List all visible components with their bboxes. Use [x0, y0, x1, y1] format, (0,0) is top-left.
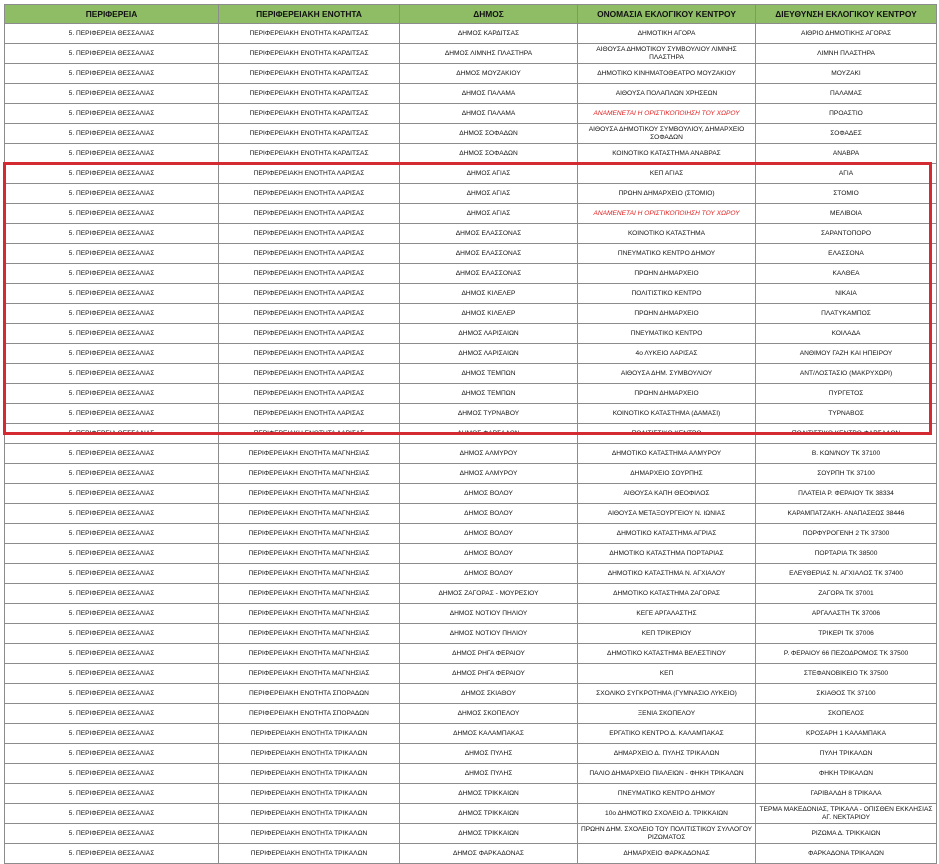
- cell-region: 5. ΠΕΡΙΦΕΡΕΙΑ ΘΕΣΣΑΛΙΑΣ: [5, 384, 219, 404]
- cell-municipality: ΔΗΜΟΣ ΣΚΟΠΕΛΟΥ: [400, 704, 578, 724]
- table-row: [5, 504, 937, 524]
- cell-region: 5. ΠΕΡΙΦΕΡΕΙΑ ΘΕΣΣΑΛΙΑΣ: [5, 704, 219, 724]
- cell-region: 5. ΠΕΡΙΦΕΡΕΙΑ ΘΕΣΣΑΛΙΑΣ: [5, 24, 219, 44]
- header-region: ΠΕΡΙΦΕΡΕΙΑ: [5, 5, 219, 24]
- cell-municipality: ΔΗΜΟΣ ΠΑΛΑΜΑ: [400, 104, 578, 124]
- cell-center-name: ΚΟΙΝΟΤΙΚΟ ΚΑΤΑΣΤΗΜΑ (ΔΑΜΑΣΙ): [578, 404, 756, 424]
- table-row: [5, 124, 937, 144]
- cell-municipality: ΔΗΜΟΣ ΕΛΑΣΣΟΝΑΣ: [400, 264, 578, 284]
- cell-municipality: ΔΗΜΟΣ ΒΟΛΟΥ: [400, 504, 578, 524]
- cell-municipality: ΔΗΜΟΣ ΦΑΡΣΑΛΩΝ: [400, 424, 578, 444]
- cell-regional-unit: ΠΕΡΙΦΕΡΕΙΑΚΗ ΕΝΟΤΗΤΑ ΚΑΡΔΙΤΣΑΣ: [219, 124, 400, 144]
- cell-regional-unit: ΠΕΡΙΦΕΡΕΙΑΚΗ ΕΝΟΤΗΤΑ ΜΑΓΝΗΣΙΑΣ: [219, 604, 400, 624]
- cell-regional-unit: ΠΕΡΙΦΕΡΕΙΑΚΗ ΕΝΟΤΗΤΑ ΤΡΙΚΑΛΩΝ: [219, 764, 400, 784]
- cell-region: 5. ΠΕΡΙΦΕΡΕΙΑ ΘΕΣΣΑΛΙΑΣ: [5, 224, 219, 244]
- cell-regional-unit: ΠΕΡΙΦΕΡΕΙΑΚΗ ΕΝΟΤΗΤΑ ΛΑΡΙΣΑΣ: [219, 284, 400, 304]
- cell-region: 5. ΠΕΡΙΦΕΡΕΙΑ ΘΕΣΣΑΛΙΑΣ: [5, 404, 219, 424]
- cell-municipality: ΔΗΜΟΣ ΦΑΡΚΑΔΟΝΑΣ: [400, 844, 578, 864]
- cell-regional-unit: ΠΕΡΙΦΕΡΕΙΑΚΗ ΕΝΟΤΗΤΑ ΛΑΡΙΣΑΣ: [219, 364, 400, 384]
- cell-regional-unit: ΠΕΡΙΦΕΡΕΙΑΚΗ ΕΝΟΤΗΤΑ ΜΑΓΝΗΣΙΑΣ: [219, 464, 400, 484]
- cell-municipality: ΔΗΜΟΣ ΕΛΑΣΣΟΝΑΣ: [400, 244, 578, 264]
- cell-center-name: ΞΕΝΙΑ ΣΚΟΠΕΛΟΥ: [578, 704, 756, 724]
- cell-regional-unit: ΠΕΡΙΦΕΡΕΙΑΚΗ ΕΝΟΤΗΤΑ ΛΑΡΙΣΑΣ: [219, 244, 400, 264]
- table-row: [5, 44, 937, 64]
- cell-municipality: ΔΗΜΟΣ ΚΑΡΔΙΤΣΑΣ: [400, 24, 578, 44]
- cell-regional-unit: ΠΕΡΙΦΕΡΕΙΑΚΗ ΕΝΟΤΗΤΑ ΛΑΡΙΣΑΣ: [219, 204, 400, 224]
- cell-center-name: ΚΕΠ ΑΓΙΑΣ: [578, 164, 756, 184]
- table-row: [5, 404, 937, 424]
- cell-center-address: ΣΤΕΦΑΝΟΒΙΚΕΙΟ ΤΚ 37500: [756, 664, 937, 684]
- cell-regional-unit: ΠΕΡΙΦΕΡΕΙΑΚΗ ΕΝΟΤΗΤΑ ΜΑΓΝΗΣΙΑΣ: [219, 644, 400, 664]
- table-row: [5, 224, 937, 244]
- cell-center-name: ΔΗΜΑΡΧΕΙΟ ΣΟΥΡΠΗΣ: [578, 464, 756, 484]
- cell-region: 5. ΠΕΡΙΦΕΡΕΙΑ ΘΕΣΣΑΛΙΑΣ: [5, 164, 219, 184]
- cell-region: 5. ΠΕΡΙΦΕΡΕΙΑ ΘΕΣΣΑΛΙΑΣ: [5, 244, 219, 264]
- cell-region: 5. ΠΕΡΙΦΕΡΕΙΑ ΘΕΣΣΑΛΙΑΣ: [5, 104, 219, 124]
- cell-municipality: ΔΗΜΟΣ ΝΟΤΙΟΥ ΠΗΛΙΟΥ: [400, 604, 578, 624]
- cell-center-name: ΑΝΑΜΕΝΕΤΑΙ Η ΟΡΙΣΤΙΚΟΠΟΙΗΣΗ ΤΟΥ ΧΩΡΟΥ: [578, 104, 756, 124]
- cell-regional-unit: ΠΕΡΙΦΕΡΕΙΑΚΗ ΕΝΟΤΗΤΑ ΛΑΡΙΣΑΣ: [219, 404, 400, 424]
- cell-region: 5. ΠΕΡΙΦΕΡΕΙΑ ΘΕΣΣΑΛΙΑΣ: [5, 204, 219, 224]
- election-centers-table: [4, 4, 937, 864]
- table-row: [5, 204, 937, 224]
- cell-center-name: ΔΗΜΟΤΙΚΟ ΚΑΤΑΣΤΗΜΑ ΠΟΡΤΑΡΙΑΣ: [578, 544, 756, 564]
- cell-municipality: ΔΗΜΟΣ ΒΟΛΟΥ: [400, 524, 578, 544]
- cell-center-address: ΣΑΡΑΝΤΟΠΟΡΟ: [756, 224, 937, 244]
- cell-municipality: ΔΗΜΟΣ ΠΥΛΗΣ: [400, 764, 578, 784]
- cell-center-address: ΠΑΛΑΜΑΣ: [756, 84, 937, 104]
- cell-region: 5. ΠΕΡΙΦΕΡΕΙΑ ΘΕΣΣΑΛΙΑΣ: [5, 344, 219, 364]
- cell-regional-unit: ΠΕΡΙΦΕΡΕΙΑΚΗ ΕΝΟΤΗΤΑ ΜΑΓΝΗΣΙΑΣ: [219, 564, 400, 584]
- cell-municipality: ΔΗΜΟΣ ΣΚΙΑΘΟΥ: [400, 684, 578, 704]
- cell-regional-unit: ΠΕΡΙΦΕΡΕΙΑΚΗ ΕΝΟΤΗΤΑ ΜΑΓΝΗΣΙΑΣ: [219, 624, 400, 644]
- cell-center-name: ΔΗΜΟΤΙΚΗ ΑΓΟΡΑ: [578, 24, 756, 44]
- cell-regional-unit: ΠΕΡΙΦΕΡΕΙΑΚΗ ΕΝΟΤΗΤΑ ΚΑΡΔΙΤΣΑΣ: [219, 64, 400, 84]
- cell-center-name: ΚΟΙΝΟΤΙΚΟ ΚΑΤΑΣΤΗΜΑ ΑΝΑΒΡΑΣ: [578, 144, 756, 164]
- cell-region: 5. ΠΕΡΙΦΕΡΕΙΑ ΘΕΣΣΑΛΙΑΣ: [5, 264, 219, 284]
- cell-municipality: ΔΗΜΟΣ ΑΓΙΑΣ: [400, 184, 578, 204]
- cell-region: 5. ΠΕΡΙΦΕΡΕΙΑ ΘΕΣΣΑΛΙΑΣ: [5, 804, 219, 824]
- cell-regional-unit: ΠΕΡΙΦΕΡΕΙΑΚΗ ΕΝΟΤΗΤΑ ΤΡΙΚΑΛΩΝ: [219, 784, 400, 804]
- cell-center-name: ΠΟΛΙΤΙΣΤΙΚΟ ΚΕΝΤΡΟ: [578, 424, 756, 444]
- cell-center-name: ΔΗΜΟΤΙΚΟ ΚΑΤΑΣΤΗΜΑ ΖΑΓΟΡΑΣ: [578, 584, 756, 604]
- cell-center-name: ΠΟΛΙΤΙΣΤΙΚΟ ΚΕΝΤΡΟ: [578, 284, 756, 304]
- table-row: [5, 584, 937, 604]
- cell-municipality: ΔΗΜΟΣ ΚΙΛΕΛΕΡ: [400, 284, 578, 304]
- cell-center-address: ΕΛΑΣΣΟΝΑ: [756, 244, 937, 264]
- cell-municipality: ΔΗΜΟΣ ΕΛΑΣΣΟΝΑΣ: [400, 224, 578, 244]
- cell-region: 5. ΠΕΡΙΦΕΡΕΙΑ ΘΕΣΣΑΛΙΑΣ: [5, 684, 219, 704]
- cell-municipality: ΔΗΜΟΣ ΝΟΤΙΟΥ ΠΗΛΙΟΥ: [400, 624, 578, 644]
- cell-regional-unit: ΠΕΡΙΦΕΡΕΙΑΚΗ ΕΝΟΤΗΤΑ ΛΑΡΙΣΑΣ: [219, 344, 400, 364]
- cell-municipality: ΔΗΜΟΣ ΛΑΡΙΣΑΙΩΝ: [400, 324, 578, 344]
- cell-regional-unit: ΠΕΡΙΦΕΡΕΙΑΚΗ ΕΝΟΤΗΤΑ ΛΑΡΙΣΑΣ: [219, 424, 400, 444]
- cell-regional-unit: ΠΕΡΙΦΕΡΕΙΑΚΗ ΕΝΟΤΗΤΑ ΜΑΓΝΗΣΙΑΣ: [219, 544, 400, 564]
- cell-center-address: ΑΝΘΙΜΟΥ ΓΑΖΗ ΚΑΙ ΗΠΕΙΡΟΥ: [756, 344, 937, 364]
- table-row: [5, 324, 937, 344]
- table-row: [5, 164, 937, 184]
- cell-regional-unit: ΠΕΡΙΦΕΡΕΙΑΚΗ ΕΝΟΤΗΤΑ ΚΑΡΔΙΤΣΑΣ: [219, 84, 400, 104]
- table-row: [5, 664, 937, 684]
- cell-municipality: ΔΗΜΟΣ ΤΡΙΚΚΑΙΩΝ: [400, 824, 578, 844]
- cell-center-address: Β. ΚΩΝ/ΝΟΥ ΤΚ 37100: [756, 444, 937, 464]
- table-row: [5, 424, 937, 444]
- cell-center-name: ΣΧΟΛΙΚΟ ΣΥΓΚΡΟΤΗΜΑ (ΓΥΜΝΑΣΙΟ ΛΥΚΕΙΟ): [578, 684, 756, 704]
- cell-regional-unit: ΠΕΡΙΦΕΡΕΙΑΚΗ ΕΝΟΤΗΤΑ ΣΠΟΡΑΔΩΝ: [219, 704, 400, 724]
- cell-regional-unit: ΠΕΡΙΦΕΡΕΙΑΚΗ ΕΝΟΤΗΤΑ ΛΑΡΙΣΑΣ: [219, 184, 400, 204]
- table-row: [5, 244, 937, 264]
- cell-region: 5. ΠΕΡΙΦΕΡΕΙΑ ΘΕΣΣΑΛΙΑΣ: [5, 764, 219, 784]
- cell-municipality: ΔΗΜΟΣ ΚΙΛΕΛΕΡ: [400, 304, 578, 324]
- header-regional-unit: ΠΕΡΙΦΕΡΕΙΑΚΗ ΕΝΟΤΗΤΑ: [219, 5, 400, 24]
- cell-center-name: ΔΗΜΟΤΙΚΟ ΚΙΝΗΜΑΤΟΘΕΑΤΡΟ ΜΟΥΖΑΚΙΟΥ: [578, 64, 756, 84]
- table-row: [5, 644, 937, 664]
- cell-municipality: ΔΗΜΟΣ ΖΑΓΟΡΑΣ - ΜΟΥΡΕΣΙΟΥ: [400, 584, 578, 604]
- cell-center-address: ΚΡΟΣΑΡΗ 1 ΚΑΛΑΜΠΑΚΑ: [756, 724, 937, 744]
- cell-center-address: ΠΥΛΗ ΤΡΙΚΑΛΩΝ: [756, 744, 937, 764]
- cell-center-name: 10ο ΔΗΜΟΤΙΚΟ ΣΧΟΛΕΙΟ Δ. ΤΡΙΚΚΑΙΩΝ: [578, 804, 756, 824]
- cell-center-name: ΚΕΠ ΤΡΙΚΕΡΙΟΥ: [578, 624, 756, 644]
- cell-center-name: ΕΡΓΑΤΙΚΟ ΚΕΝΤΡΟ Δ. ΚΑΛΑΜΠΑΚΑΣ: [578, 724, 756, 744]
- cell-center-address: ΣΤΟΜΙΟ: [756, 184, 937, 204]
- cell-regional-unit: ΠΕΡΙΦΕΡΕΙΑΚΗ ΕΝΟΤΗΤΑ ΚΑΡΔΙΤΣΑΣ: [219, 44, 400, 64]
- table-row: [5, 784, 937, 804]
- table-row: [5, 524, 937, 544]
- cell-center-name: ΔΗΜΟΤΙΚΟ ΚΑΤΑΣΤΗΜΑ ΒΕΛΕΣΤΙΝΟΥ: [578, 644, 756, 664]
- cell-center-name: ΠΝΕΥΜΑΤΙΚΟ ΚΕΝΤΡΟ ΔΗΜΟΥ: [578, 784, 756, 804]
- cell-regional-unit: ΠΕΡΙΦΕΡΕΙΑΚΗ ΕΝΟΤΗΤΑ ΛΑΡΙΣΑΣ: [219, 384, 400, 404]
- cell-center-name: ΑΝΑΜΕΝΕΤΑΙ Η ΟΡΙΣΤΙΚΟΠΟΙΗΣΗ ΤΟΥ ΧΩΡΟΥ: [578, 204, 756, 224]
- cell-center-address: ΠΡΟΑΣΤΙΟ: [756, 104, 937, 124]
- cell-region: 5. ΠΕΡΙΦΕΡΕΙΑ ΘΕΣΣΑΛΙΑΣ: [5, 604, 219, 624]
- cell-municipality: ΔΗΜΟΣ ΤΕΜΠΩΝ: [400, 364, 578, 384]
- cell-regional-unit: ΠΕΡΙΦΕΡΕΙΑΚΗ ΕΝΟΤΗΤΑ ΤΡΙΚΑΛΩΝ: [219, 724, 400, 744]
- cell-region: 5. ΠΕΡΙΦΕΡΕΙΑ ΘΕΣΣΑΛΙΑΣ: [5, 584, 219, 604]
- cell-region: 5. ΠΕΡΙΦΕΡΕΙΑ ΘΕΣΣΑΛΙΑΣ: [5, 324, 219, 344]
- cell-center-name: ΠΡΩΗΝ ΔΗΜΑΡΧΕΙΟ (ΣΤΟΜΙΟ): [578, 184, 756, 204]
- cell-center-name: 4ο ΛΥΚΕΙΟ ΛΑΡΙΣΑΣ: [578, 344, 756, 364]
- table-row: [5, 184, 937, 204]
- cell-municipality: ΔΗΜΟΣ ΡΗΓΑ ΦΕΡΑΙΟΥ: [400, 644, 578, 664]
- cell-center-name: ΚΟΙΝΟΤΙΚΟ ΚΑΤΑΣΤΗΜΑ: [578, 224, 756, 244]
- cell-regional-unit: ΠΕΡΙΦΕΡΕΙΑΚΗ ΕΝΟΤΗΤΑ ΛΑΡΙΣΑΣ: [219, 164, 400, 184]
- cell-municipality: ΔΗΜΟΣ ΒΟΛΟΥ: [400, 544, 578, 564]
- cell-municipality: ΔΗΜΟΣ ΤΡΙΚΚΑΙΩΝ: [400, 784, 578, 804]
- table-row: [5, 604, 937, 624]
- cell-center-name: ΔΗΜΑΡΧΕΙΟ Δ. ΠΥΛΗΣ ΤΡΙΚΑΛΩΝ: [578, 744, 756, 764]
- cell-center-address: ΡΙΖΩΜΑ Δ. ΤΡΙΚΚΑΙΩΝ: [756, 824, 937, 844]
- cell-center-address: ΠΟΡΦΥΡΟΓΕΝΗ 2 ΤΚ 37300: [756, 524, 937, 544]
- cell-center-name: ΑΙΘΟΥΣΑ ΔΗΜ. ΣΥΜΒΟΥΛΙΟΥ: [578, 364, 756, 384]
- cell-regional-unit: ΠΕΡΙΦΕΡΕΙΑΚΗ ΕΝΟΤΗΤΑ ΚΑΡΔΙΤΣΑΣ: [219, 144, 400, 164]
- cell-region: 5. ΠΕΡΙΦΕΡΕΙΑ ΘΕΣΣΑΛΙΑΣ: [5, 624, 219, 644]
- table-row: [5, 444, 937, 464]
- table-row: [5, 744, 937, 764]
- cell-center-name: ΠΑΛΙΟ ΔΗΜΑΡΧΕΙΟ ΠΙΑΛΕΙΩΝ - ΦΗΚΗ ΤΡΙΚΑΛΩΝ: [578, 764, 756, 784]
- cell-municipality: ΔΗΜΟΣ ΠΑΛΑΜΑ: [400, 84, 578, 104]
- table-row: [5, 484, 937, 504]
- cell-regional-unit: ΠΕΡΙΦΕΡΕΙΑΚΗ ΕΝΟΤΗΤΑ ΣΠΟΡΑΔΩΝ: [219, 684, 400, 704]
- table-row: [5, 764, 937, 784]
- cell-center-address: ΓΑΡΙΒΑΛΔΗ 8 ΤΡΙΚΑΛΑ: [756, 784, 937, 804]
- table-row: [5, 704, 937, 724]
- header-center-address: ΔΙΕΥΘΥΝΣΗ ΕΚΛΟΓΙΚΟΥ ΚΕΝΤΡΟΥ: [756, 5, 937, 24]
- cell-center-name: ΑΙΘΟΥΣΑ ΔΗΜΟΤΙΚΟΥ ΣΥΜΒΟΥΛΙΟΥ ΛΙΜΝΗΣ ΠΛΑΣΤΗΡΑ: [578, 44, 756, 64]
- cell-center-name: ΚΕΓΕ ΑΡΓΑΛΑΣΤΗΣ: [578, 604, 756, 624]
- table-row: [5, 24, 937, 44]
- cell-region: 5. ΠΕΡΙΦΕΡΕΙΑ ΘΕΣΣΑΛΙΑΣ: [5, 284, 219, 304]
- table-row: [5, 304, 937, 324]
- cell-regional-unit: ΠΕΡΙΦΕΡΕΙΑΚΗ ΕΝΟΤΗΤΑ ΤΡΙΚΑΛΩΝ: [219, 844, 400, 864]
- cell-center-address: Ρ. ΦΕΡΑΙΟΥ 66 ΠΕΖΟΔΡΟΜΟΣ ΤΚ 37500: [756, 644, 937, 664]
- table-row: [5, 824, 937, 844]
- cell-center-address: ΚΟΙΛΑΔΑ: [756, 324, 937, 344]
- cell-regional-unit: ΠΕΡΙΦΕΡΕΙΑΚΗ ΕΝΟΤΗΤΑ ΜΑΓΝΗΣΙΑΣ: [219, 444, 400, 464]
- cell-region: 5. ΠΕΡΙΦΕΡΕΙΑ ΘΕΣΣΑΛΙΑΣ: [5, 824, 219, 844]
- cell-region: 5. ΠΕΡΙΦΕΡΕΙΑ ΘΕΣΣΑΛΙΑΣ: [5, 784, 219, 804]
- cell-region: 5. ΠΕΡΙΦΕΡΕΙΑ ΘΕΣΣΑΛΙΑΣ: [5, 44, 219, 64]
- cell-center-address: ΑΝΑΒΡΑ: [756, 144, 937, 164]
- cell-region: 5. ΠΕΡΙΦΕΡΕΙΑ ΘΕΣΣΑΛΙΑΣ: [5, 724, 219, 744]
- cell-center-name: ΠΡΩΗΝ ΔΗΜΑΡΧΕΙΟ: [578, 304, 756, 324]
- cell-center-address: ΝΙΚΑΙΑ: [756, 284, 937, 304]
- cell-center-name: ΔΗΜΟΤΙΚΟ ΚΑΤΑΣΤΗΜΑ Ν. ΑΓΧΙΑΛΟΥ: [578, 564, 756, 584]
- table-row: [5, 724, 937, 744]
- cell-municipality: ΔΗΜΟΣ ΚΑΛΑΜΠΑΚΑΣ: [400, 724, 578, 744]
- cell-regional-unit: ΠΕΡΙΦΕΡΕΙΑΚΗ ΕΝΟΤΗΤΑ ΛΑΡΙΣΑΣ: [219, 224, 400, 244]
- cell-center-name: ΑΙΘΟΥΣΑ ΠΟΛΑΠΛΩΝ ΧΡΗΣΕΩΝ: [578, 84, 756, 104]
- cell-region: 5. ΠΕΡΙΦΕΡΕΙΑ ΘΕΣΣΑΛΙΑΣ: [5, 664, 219, 684]
- cell-region: 5. ΠΕΡΙΦΕΡΕΙΑ ΘΕΣΣΑΛΙΑΣ: [5, 424, 219, 444]
- table-row: [5, 624, 937, 644]
- cell-regional-unit: ΠΕΡΙΦΕΡΕΙΑΚΗ ΕΝΟΤΗΤΑ ΜΑΓΝΗΣΙΑΣ: [219, 584, 400, 604]
- cell-region: 5. ΠΕΡΙΦΕΡΕΙΑ ΘΕΣΣΑΛΙΑΣ: [5, 544, 219, 564]
- table-row: [5, 84, 937, 104]
- table-row: [5, 284, 937, 304]
- cell-center-address: ΠΟΡΤΑΡΙΑ ΤΚ 38500: [756, 544, 937, 564]
- cell-region: 5. ΠΕΡΙΦΕΡΕΙΑ ΘΕΣΣΑΛΙΑΣ: [5, 144, 219, 164]
- cell-center-address: ΦΗΚΗ ΤΡΙΚΑΛΩΝ: [756, 764, 937, 784]
- table-row: [5, 564, 937, 584]
- cell-center-address: ΚΑΛΘΕΑ: [756, 264, 937, 284]
- cell-center-address: ΣΟΥΡΠΗ ΤΚ 37100: [756, 464, 937, 484]
- cell-center-address: ΣΟΦΑΔΕΣ: [756, 124, 937, 144]
- cell-center-address: ΣΚΟΠΕΛΟΣ: [756, 704, 937, 724]
- cell-regional-unit: ΠΕΡΙΦΕΡΕΙΑΚΗ ΕΝΟΤΗΤΑ ΜΑΓΝΗΣΙΑΣ: [219, 664, 400, 684]
- cell-municipality: ΔΗΜΟΣ ΜΟΥΖΑΚΙΟΥ: [400, 64, 578, 84]
- cell-regional-unit: ΠΕΡΙΦΕΡΕΙΑΚΗ ΕΝΟΤΗΤΑ ΚΑΡΔΙΤΣΑΣ: [219, 104, 400, 124]
- cell-region: 5. ΠΕΡΙΦΕΡΕΙΑ ΘΕΣΣΑΛΙΑΣ: [5, 744, 219, 764]
- cell-region: 5. ΠΕΡΙΦΕΡΕΙΑ ΘΕΣΣΑΛΙΑΣ: [5, 484, 219, 504]
- cell-center-name: ΔΗΜΟΤΙΚΟ ΚΑΤΑΣΤΗΜΑ ΑΛΜΥΡΟΥ: [578, 444, 756, 464]
- cell-center-address: ΤΡΙΚΕΡΙ ΤΚ 37006: [756, 624, 937, 644]
- cell-region: 5. ΠΕΡΙΦΕΡΕΙΑ ΘΕΣΣΑΛΙΑΣ: [5, 124, 219, 144]
- cell-center-address: ΕΛΕΥΘΕΡΙΑΣ Ν. ΑΓΧΙΑΛΟΣ ΤΚ 37400: [756, 564, 937, 584]
- cell-center-address: ΠΥΡΓΕΤΟΣ: [756, 384, 937, 404]
- cell-regional-unit: ΠΕΡΙΦΕΡΕΙΑΚΗ ΕΝΟΤΗΤΑ ΛΑΡΙΣΑΣ: [219, 324, 400, 344]
- cell-region: 5. ΠΕΡΙΦΕΡΕΙΑ ΘΕΣΣΑΛΙΑΣ: [5, 504, 219, 524]
- cell-municipality: ΔΗΜΟΣ ΤΕΜΠΩΝ: [400, 384, 578, 404]
- table-row: [5, 264, 937, 284]
- cell-center-name: ΔΗΜΟΤΙΚΟ ΚΑΤΑΣΤΗΜΑ ΑΓΡΙΑΣ: [578, 524, 756, 544]
- cell-regional-unit: ΠΕΡΙΦΕΡΕΙΑΚΗ ΕΝΟΤΗΤΑ ΛΑΡΙΣΑΣ: [219, 304, 400, 324]
- table-row: [5, 144, 937, 164]
- cell-municipality: ΔΗΜΟΣ ΒΟΛΟΥ: [400, 564, 578, 584]
- table-row: [5, 384, 937, 404]
- cell-center-name: ΑΙΘΟΥΣΑ ΜΕΤΑΞΟΥΡΓΕΙΟΥ Ν. ΙΩΝΙΑΣ: [578, 504, 756, 524]
- cell-region: 5. ΠΕΡΙΦΕΡΕΙΑ ΘΕΣΣΑΛΙΑΣ: [5, 184, 219, 204]
- cell-region: 5. ΠΕΡΙΦΕΡΕΙΑ ΘΕΣΣΑΛΙΑΣ: [5, 64, 219, 84]
- cell-center-address: ΖΑΓΟΡΑ ΤΚ 37001: [756, 584, 937, 604]
- cell-center-name: ΠΝΕΥΜΑΤΙΚΟ ΚΕΝΤΡΟ ΔΗΜΟΥ: [578, 244, 756, 264]
- cell-center-address: ΑΙΘΡΙΟ ΔΗΜΟΤΙΚΗΣ ΑΓΟΡΑΣ: [756, 24, 937, 44]
- cell-municipality: ΔΗΜΟΣ ΛΑΡΙΣΑΙΩΝ: [400, 344, 578, 364]
- table-row: [5, 844, 937, 864]
- cell-regional-unit: ΠΕΡΙΦΕΡΕΙΑΚΗ ΕΝΟΤΗΤΑ ΜΑΓΝΗΣΙΑΣ: [219, 504, 400, 524]
- table-row: [5, 104, 937, 124]
- cell-region: 5. ΠΕΡΙΦΕΡΕΙΑ ΘΕΣΣΑΛΙΑΣ: [5, 304, 219, 324]
- cell-region: 5. ΠΕΡΙΦΕΡΕΙΑ ΘΕΣΣΑΛΙΑΣ: [5, 84, 219, 104]
- cell-center-address: ΤΕΡΜΑ ΜΑΚΕΔΟΝΙΑΣ, ΤΡΙΚΑΛΑ - ΟΠΙΣΘΕΝ ΕΚΚΛΗΣΙΑΣ ΑΓ. ΝΕΚΤΑΡΙΟΥ: [756, 804, 937, 824]
- cell-center-address: ΣΚΙΑΘΟΣ ΤΚ 37100: [756, 684, 937, 704]
- cell-region: 5. ΠΕΡΙΦΕΡΕΙΑ ΘΕΣΣΑΛΙΑΣ: [5, 524, 219, 544]
- cell-center-address: ΑΓΙΑ: [756, 164, 937, 184]
- cell-municipality: ΔΗΜΟΣ ΠΥΛΗΣ: [400, 744, 578, 764]
- cell-center-name: ΠΡΩΗΝ ΔΗΜΑΡΧΕΙΟ: [578, 384, 756, 404]
- cell-center-name: ΚΕΠ: [578, 664, 756, 684]
- cell-region: 5. ΠΕΡΙΦΕΡΕΙΑ ΘΕΣΣΑΛΙΑΣ: [5, 844, 219, 864]
- table-row: [5, 344, 937, 364]
- cell-center-address: ΠΟΛΙΤΙΣΤΙΚΟ ΚΕΝΤΡΟ ΦΑΡΣΑΛΩΝ: [756, 424, 937, 444]
- cell-regional-unit: ΠΕΡΙΦΕΡΕΙΑΚΗ ΕΝΟΤΗΤΑ ΜΑΓΝΗΣΙΑΣ: [219, 484, 400, 504]
- cell-center-address: ΠΛΑΤΥΚΑΜΠΟΣ: [756, 304, 937, 324]
- cell-center-address: ΚΑΡΑΜΠΑΤΖΑΚΗ- ΑΝΑΠΑΣΕΩΣ 38446: [756, 504, 937, 524]
- cell-regional-unit: ΠΕΡΙΦΕΡΕΙΑΚΗ ΕΝΟΤΗΤΑ ΚΑΡΔΙΤΣΑΣ: [219, 24, 400, 44]
- cell-center-address: ΑΝΤ/ΛΟΣΤΑΣΙΟ (ΜΑΚΡΥΧΩΡΙ): [756, 364, 937, 384]
- table-row: [5, 364, 937, 384]
- cell-center-name: ΠΡΩΗΝ ΔΗΜΑΡΧΕΙΟ: [578, 264, 756, 284]
- header-row: [5, 5, 937, 24]
- cell-municipality: ΔΗΜΟΣ ΤΡΙΚΚΑΙΩΝ: [400, 804, 578, 824]
- cell-region: 5. ΠΕΡΙΦΕΡΕΙΑ ΘΕΣΣΑΛΙΑΣ: [5, 464, 219, 484]
- cell-regional-unit: ΠΕΡΙΦΕΡΕΙΑΚΗ ΕΝΟΤΗΤΑ ΤΡΙΚΑΛΩΝ: [219, 744, 400, 764]
- cell-municipality: ΔΗΜΟΣ ΡΗΓΑ ΦΕΡΑΙΟΥ: [400, 664, 578, 684]
- table-row: [5, 64, 937, 84]
- cell-municipality: ΔΗΜΟΣ ΑΓΙΑΣ: [400, 164, 578, 184]
- cell-center-name: ΠΝΕΥΜΑΤΙΚΟ ΚΕΝΤΡΟ: [578, 324, 756, 344]
- header-municipality: ΔΗΜΟΣ: [400, 5, 578, 24]
- cell-municipality: ΔΗΜΟΣ ΑΛΜΥΡΟΥ: [400, 464, 578, 484]
- cell-center-name: ΑΙΘΟΥΣΑ ΚΑΠΗ ΘΕΟΦΙΛΟΣ: [578, 484, 756, 504]
- cell-municipality: ΔΗΜΟΣ ΣΟΦΑΔΩΝ: [400, 144, 578, 164]
- cell-region: 5. ΠΕΡΙΦΕΡΕΙΑ ΘΕΣΣΑΛΙΑΣ: [5, 364, 219, 384]
- cell-regional-unit: ΠΕΡΙΦΕΡΕΙΑΚΗ ΕΝΟΤΗΤΑ ΤΡΙΚΑΛΩΝ: [219, 824, 400, 844]
- table-row: [5, 464, 937, 484]
- cell-municipality: ΔΗΜΟΣ ΑΓΙΑΣ: [400, 204, 578, 224]
- cell-center-name: ΑΙΘΟΥΣΑ ΔΗΜΟΤΙΚΟΥ ΣΥΜΒΟΥΛΙΟΥ, ΔΗΜΑΡΧΕΙΟ ΣΟΦΑΔΩΝ: [578, 124, 756, 144]
- cell-regional-unit: ΠΕΡΙΦΕΡΕΙΑΚΗ ΕΝΟΤΗΤΑ ΛΑΡΙΣΑΣ: [219, 264, 400, 284]
- cell-municipality: ΔΗΜΟΣ ΑΛΜΥΡΟΥ: [400, 444, 578, 464]
- cell-municipality: ΔΗΜΟΣ ΤΥΡΝΑΒΟΥ: [400, 404, 578, 424]
- header-center-name: ΟΝΟΜΑΣΙΑ ΕΚΛΟΓΙΚΟΥ ΚΕΝΤΡΟΥ: [578, 5, 756, 24]
- cell-regional-unit: ΠΕΡΙΦΕΡΕΙΑΚΗ ΕΝΟΤΗΤΑ ΜΑΓΝΗΣΙΑΣ: [219, 524, 400, 544]
- cell-municipality: ΔΗΜΟΣ ΣΟΦΑΔΩΝ: [400, 124, 578, 144]
- table-row: [5, 544, 937, 564]
- cell-center-address: ΜΟΥΖΑΚΙ: [756, 64, 937, 84]
- cell-center-address: ΦΑΡΚΑΔΟΝΑ ΤΡΙΚΑΛΩΝ: [756, 844, 937, 864]
- cell-region: 5. ΠΕΡΙΦΕΡΕΙΑ ΘΕΣΣΑΛΙΑΣ: [5, 644, 219, 664]
- cell-center-address: ΤΥΡΝΑΒΟΣ: [756, 404, 937, 424]
- table-row: [5, 684, 937, 704]
- cell-center-address: ΜΕΛΙΒΟΙΑ: [756, 204, 937, 224]
- cell-regional-unit: ΠΕΡΙΦΕΡΕΙΑΚΗ ΕΝΟΤΗΤΑ ΤΡΙΚΑΛΩΝ: [219, 804, 400, 824]
- table-row: [5, 804, 937, 824]
- cell-center-address: ΠΛΑΤΕΙΑ Ρ. ΦΕΡΑΙΟΥ ΤΚ 38334: [756, 484, 937, 504]
- cell-municipality: ΔΗΜΟΣ ΛΙΜΝΗΣ ΠΛΑΣΤΗΡΑ: [400, 44, 578, 64]
- cell-center-name: ΔΗΜΑΡΧΕΙΟ ΦΑΡΚΑΔΟΝΑΣ: [578, 844, 756, 864]
- cell-region: 5. ΠΕΡΙΦΕΡΕΙΑ ΘΕΣΣΑΛΙΑΣ: [5, 564, 219, 584]
- cell-municipality: ΔΗΜΟΣ ΒΟΛΟΥ: [400, 484, 578, 504]
- cell-center-address: ΑΡΓΑΛΑΣΤΗ ΤΚ 37006: [756, 604, 937, 624]
- cell-center-name: ΠΡΩΗΝ ΔΗΜ. ΣΧΟΛΕΙΟ ΤΟΥ ΠΟΛΙΤΙΣΤΙΚΟΥ ΣΥΛΛΟΓΟΥ ΡΙΖΩΜΑΤΟΣ: [578, 824, 756, 844]
- cell-region: 5. ΠΕΡΙΦΕΡΕΙΑ ΘΕΣΣΑΛΙΑΣ: [5, 444, 219, 464]
- cell-center-address: ΛΙΜΝΗ ΠΛΑΣΤΗΡΑ: [756, 44, 937, 64]
